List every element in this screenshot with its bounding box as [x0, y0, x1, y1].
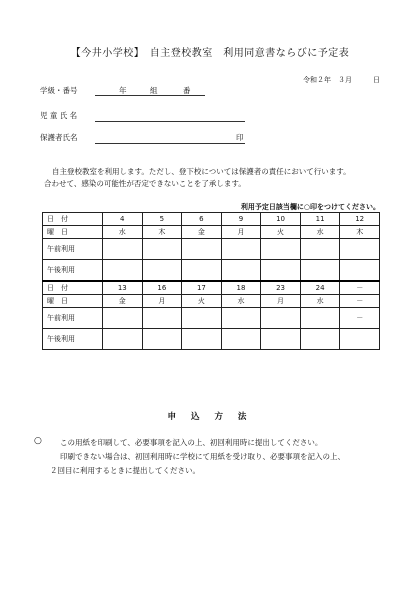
week1-day: 木: [142, 226, 182, 239]
week1-pm-cell[interactable]: [300, 260, 340, 282]
week2-am-cell[interactable]: [142, 308, 182, 329]
week2-pm-cell[interactable]: [142, 329, 182, 350]
row-label-am: 午前利用: [43, 308, 103, 329]
guardian-name-label: 保護者氏名: [40, 133, 78, 142]
week2-pm-cell[interactable]: [300, 329, 340, 350]
week1-date-row: [43, 213, 380, 226]
week2-pm-cell[interactable]: [221, 329, 261, 350]
method-instructions: [50, 436, 400, 478]
week2-am-cell[interactable]: [300, 308, 340, 329]
row-label-date: 日 付: [43, 281, 103, 295]
week1-pm-cell[interactable]: [221, 260, 261, 282]
guardian-name-field[interactable]: [95, 143, 245, 144]
week2-day: －: [340, 295, 380, 308]
grade-nen: 年: [119, 86, 127, 95]
week1-day: 水: [103, 226, 143, 239]
week1-pm-cell[interactable]: [103, 260, 143, 282]
method-line-1: この用紙を印刷して、必要事項を記入の上、初回利用時に提出してください。: [60, 438, 323, 447]
week2-date: 23: [261, 281, 301, 295]
grade-kumi: 組: [150, 86, 158, 95]
document-title: 【今井小学校】 自主登校教室 利用同意書ならびに予定表: [70, 48, 350, 59]
week1-am-cell[interactable]: [340, 239, 380, 260]
week2-date: 18: [221, 281, 261, 295]
week1-am-cell[interactable]: [182, 239, 222, 260]
child-name-field[interactable]: [95, 121, 245, 122]
week2-date: 24: [300, 281, 340, 295]
week2-pm-cell[interactable]: [103, 329, 143, 350]
week1-date: 12: [340, 213, 380, 226]
week2-day: 金: [103, 295, 143, 308]
week1-date: 6: [182, 213, 222, 226]
child-name-label: 児 童 氏 名: [40, 111, 78, 120]
week1-pm-cell[interactable]: [142, 260, 182, 282]
row-label-day: 曜 日: [43, 226, 103, 239]
week1-date: 4: [103, 213, 143, 226]
week2-pm-cell[interactable]: [182, 329, 222, 350]
week1-date: 10: [261, 213, 301, 226]
week2-pm-cell[interactable]: [340, 329, 380, 350]
week2-am-dash: －: [340, 308, 380, 329]
week1-day: 金: [182, 226, 222, 239]
consent-text: [44, 166, 394, 190]
week2-am-cell[interactable]: [221, 308, 261, 329]
grade-ban: 番: [183, 86, 191, 95]
week1-am-cell[interactable]: [221, 239, 261, 260]
week1-day: 水: [300, 226, 340, 239]
week2-day: 水: [221, 295, 261, 308]
week1-day: 木: [340, 226, 380, 239]
week2-am-cell[interactable]: [182, 308, 222, 329]
week1-am-row: [43, 239, 380, 260]
row-label-date: 日 付: [43, 213, 103, 226]
method-bullet: ○: [34, 436, 42, 446]
week1-day-row: [43, 226, 380, 239]
method-line-3: ２回目に利用するときに提出してください。: [50, 466, 200, 475]
method-line-2: 印刷できない場合は、初回利用時に学校にて用紙を受け取り、必要事項を記入の上、: [60, 452, 345, 461]
row-label-am: 午前利用: [43, 239, 103, 260]
week1-am-cell[interactable]: [300, 239, 340, 260]
week1-am-cell[interactable]: [261, 239, 301, 260]
week1-pm-cell[interactable]: [261, 260, 301, 282]
week2-day: 月: [261, 295, 301, 308]
week1-pm-cell[interactable]: [340, 260, 380, 282]
week2-am-cell[interactable]: [103, 308, 143, 329]
week2-day-row: [43, 295, 380, 308]
grade-label: 学級・番号: [40, 86, 78, 95]
week2-date: 16: [142, 281, 182, 295]
week1-pm-cell[interactable]: [182, 260, 222, 282]
week2-date-row: [43, 281, 380, 295]
consent-line-2: 合わせて、感染の可能性が否定できないことを了承します。: [44, 179, 246, 188]
week2-day: 水: [300, 295, 340, 308]
week1-am-cell[interactable]: [142, 239, 182, 260]
consent-line-1: 自主登校教室を利用します。ただし、登下校については保護者の責任において行います。: [52, 167, 351, 176]
week1-pm-row: [43, 260, 380, 282]
row-label-day: 曜 日: [43, 295, 103, 308]
week1-day: 月: [221, 226, 261, 239]
week2-day: 火: [182, 295, 222, 308]
week1-date: 9: [221, 213, 261, 226]
week1-am-cell[interactable]: [103, 239, 143, 260]
seal-mark: 印: [236, 133, 244, 142]
week2-am-cell[interactable]: [261, 308, 301, 329]
week2-date: 13: [103, 281, 143, 295]
week1-day: 火: [261, 226, 301, 239]
row-label-pm: 午後利用: [43, 329, 103, 350]
schedule-note: 利用予定日該当欄に○印をつけてください。: [240, 203, 380, 211]
week1-date: 5: [142, 213, 182, 226]
row-label-pm: 午後利用: [43, 260, 103, 282]
week2-pm-row: [43, 329, 380, 350]
date-line: 令和２年 ３月 日: [303, 76, 380, 84]
method-heading: 申 込 方 法: [167, 412, 253, 422]
week2-date: －: [340, 281, 380, 295]
week1-date: 11: [300, 213, 340, 226]
week2-date: 17: [182, 281, 222, 295]
week2-pm-cell[interactable]: [261, 329, 301, 350]
schedule-table: [42, 212, 380, 350]
week2-am-row: [43, 308, 380, 329]
grade-field[interactable]: [95, 85, 205, 95]
week2-day: 月: [142, 295, 182, 308]
